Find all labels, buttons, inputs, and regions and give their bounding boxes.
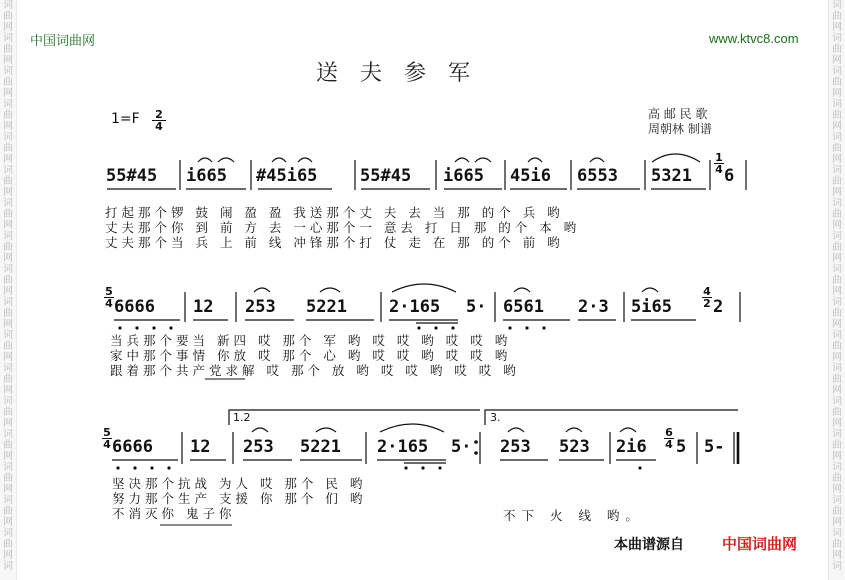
watermark-char: 网 bbox=[832, 451, 842, 462]
watermark-char: 网 bbox=[3, 286, 13, 297]
watermark-char: 曲 bbox=[3, 11, 13, 22]
watermark-char: 词 bbox=[832, 297, 842, 308]
row1-measure-1: 55#45 bbox=[106, 166, 158, 186]
source-label: 本曲谱源自 bbox=[614, 537, 684, 553]
row1-measure-4: 55#45 bbox=[360, 166, 412, 186]
row1-lyric-verse3: 丈夫那个当 兵 上 前 线 冲锋那个打 仗 走 在 那 的个 前 哟 bbox=[105, 235, 564, 250]
watermark-char: 词 bbox=[832, 561, 842, 572]
watermark-char: 词 bbox=[3, 396, 13, 407]
watermark-char: 网 bbox=[3, 517, 13, 528]
watermark-char: 词 bbox=[3, 264, 13, 275]
watermark-char: 曲 bbox=[3, 308, 13, 319]
watermark-char: 词 bbox=[832, 528, 842, 539]
watermark-char: 网 bbox=[3, 55, 13, 66]
watermark-char: 曲 bbox=[832, 242, 842, 253]
watermark-char: 词 bbox=[832, 231, 842, 242]
watermark-char: 曲 bbox=[832, 374, 842, 385]
watermark-char: 网 bbox=[3, 385, 13, 396]
watermark-char: 曲 bbox=[832, 143, 842, 154]
row3-measure-1: 6666 bbox=[112, 437, 153, 457]
row2-lyric-verse1: 当兵那个要当 新四 哎 那个 军 哟 哎 哎 哟 哎 哎 哟 bbox=[110, 333, 512, 348]
watermark-char: 网 bbox=[832, 121, 842, 132]
row2-measure-5: 2·165 bbox=[389, 297, 441, 317]
row3-measure-9: 2i6 bbox=[616, 437, 647, 457]
time-signature: $\frac{2}{4}$ bbox=[152, 109, 166, 132]
watermark-char: 曲 bbox=[832, 341, 842, 352]
watermark-char: 网 bbox=[3, 451, 13, 462]
watermark-char: 词 bbox=[3, 495, 13, 506]
watermark-char: 词 bbox=[3, 33, 13, 44]
credit-genre: 高 邮 民 歌 bbox=[648, 107, 708, 121]
watermark-char: 曲 bbox=[832, 176, 842, 187]
watermark-char: 网 bbox=[3, 22, 13, 33]
row3-measure-2: 12 bbox=[190, 437, 211, 457]
watermark-char: 词 bbox=[832, 495, 842, 506]
row1-measure-7: 6553 bbox=[577, 166, 618, 186]
watermark-char: 曲 bbox=[3, 440, 13, 451]
row2-lyric-verse3: 跟着那个共产党求解 哎 那个 放 哟 哎 哎 哟 哎 哎 哟 bbox=[110, 363, 520, 378]
watermark-char: 词 bbox=[3, 462, 13, 473]
watermark-char: 曲 bbox=[832, 275, 842, 286]
row3-lyric-verse1: 坚决那个抗战 为人 哎 那个 民 哟 bbox=[112, 476, 367, 491]
watermark-char: 词 bbox=[832, 165, 842, 176]
row2-measure-7: 6561 bbox=[503, 297, 544, 317]
watermark-char: 词 bbox=[3, 528, 13, 539]
watermark-char: 曲 bbox=[832, 11, 842, 22]
watermark-char: 曲 bbox=[3, 341, 13, 352]
watermark-char: 网 bbox=[832, 22, 842, 33]
watermark-char: 网 bbox=[832, 220, 842, 231]
watermark-char: 词 bbox=[832, 462, 842, 473]
watermark-char: 网 bbox=[832, 319, 842, 330]
watermark-char: 网 bbox=[3, 121, 13, 132]
watermark-char: 词 bbox=[3, 99, 13, 110]
row1-lyric-verse2: 丈夫那个你 到 前 方 去 一心那个一 意去 打 日 那 的个 本 哟 bbox=[105, 220, 581, 235]
row2-measure-2: 12 bbox=[193, 297, 214, 317]
watermark-char: 网 bbox=[832, 352, 842, 363]
row2-measure-3: 253 bbox=[245, 297, 276, 317]
watermark-char: 网 bbox=[832, 484, 842, 495]
watermark-char: 曲 bbox=[3, 506, 13, 517]
watermark-char: 词 bbox=[3, 429, 13, 440]
watermark-char: 网 bbox=[3, 550, 13, 561]
watermark-char: 词 bbox=[3, 66, 13, 77]
watermark-char: 词 bbox=[832, 198, 842, 209]
row3-measure-6: 5· bbox=[451, 437, 472, 457]
watermark-char: 词 bbox=[832, 363, 842, 374]
watermark-char: 曲 bbox=[3, 209, 13, 220]
watermark-char: 词 bbox=[832, 99, 842, 110]
row3-measure-4: 5221 bbox=[300, 437, 341, 457]
song-title: 送夫参军 bbox=[316, 61, 493, 86]
watermark-char: 曲 bbox=[832, 506, 842, 517]
watermark-char: 网 bbox=[832, 88, 842, 99]
row2-measure-9: 5i65 bbox=[631, 297, 672, 317]
watermark-char: 网 bbox=[832, 55, 842, 66]
watermark-char: 曲 bbox=[3, 407, 13, 418]
site-url-right[interactable]: www.ktvc8.com bbox=[709, 31, 799, 46]
row1-measure-6: 45i6 bbox=[510, 166, 551, 186]
row3-time-change-mid: $\frac{6}{4}$ bbox=[665, 426, 673, 451]
row3-measure-3: 253 bbox=[243, 437, 274, 457]
row2-measure-4: 5221 bbox=[306, 297, 347, 317]
row1-measure-9: 6 bbox=[724, 166, 735, 186]
watermark-char: 网 bbox=[3, 352, 13, 363]
row1-measure-2: i665 bbox=[186, 166, 227, 186]
watermark-char: 网 bbox=[3, 154, 13, 165]
row2-time-change-end: $\frac{4}{2}$ bbox=[703, 285, 711, 310]
row2-measure-8: 2·3 bbox=[578, 297, 609, 317]
watermark-char: 曲 bbox=[832, 440, 842, 451]
site-name-left[interactable]: 中国词曲网 bbox=[30, 33, 96, 48]
row2-measure-6: 5· bbox=[466, 297, 487, 317]
row3-ending-lyric: 不下 火 线 哟。 bbox=[503, 508, 644, 523]
row3-lyric-verse2: 努力那个生产 支援 你 那个 们 哟 bbox=[112, 491, 367, 506]
row3-lyric-verse3: 不消灭你 鬼子你 bbox=[112, 506, 236, 521]
watermark-char: 网 bbox=[832, 550, 842, 561]
row3-time-change-start: $\frac{5}{4}$ bbox=[103, 426, 111, 451]
watermark-char: 词 bbox=[832, 33, 842, 44]
watermark-char: 曲 bbox=[832, 473, 842, 484]
row1-measure-8: 5321 bbox=[651, 166, 692, 186]
row1-measure-5: i665 bbox=[443, 166, 484, 186]
row1-measure-3: #45i65 bbox=[256, 166, 318, 186]
watermark-char: 词 bbox=[3, 198, 13, 209]
watermark-char: 网 bbox=[832, 385, 842, 396]
watermark-char: 网 bbox=[832, 187, 842, 198]
watermark-char: 词 bbox=[3, 330, 13, 341]
watermark-char: 曲 bbox=[3, 539, 13, 550]
credit-arranger: 周朝林 制谱 bbox=[648, 122, 712, 136]
watermark-char: 网 bbox=[832, 517, 842, 528]
watermark-char: 曲 bbox=[3, 275, 13, 286]
watermark-char: 词 bbox=[3, 0, 13, 11]
row2-time-change-start: $\frac{5}{4}$ bbox=[105, 285, 113, 310]
row2-lyric-verse2: 家中那个事情 你放 哎 那个 心 哟 哎 哎 哟 哎 哎 哟 bbox=[110, 348, 512, 363]
watermark-char: 词 bbox=[832, 132, 842, 143]
watermark-char: 曲 bbox=[3, 77, 13, 88]
row1-time-change: $\frac{1}{4}$ bbox=[715, 151, 723, 176]
watermark-char: 网 bbox=[3, 88, 13, 99]
watermark-char: 网 bbox=[3, 484, 13, 495]
watermark-char: 网 bbox=[3, 220, 13, 231]
watermark-char: 曲 bbox=[3, 143, 13, 154]
watermark-char: 曲 bbox=[3, 242, 13, 253]
row3-measure-5: 2·165 bbox=[377, 437, 429, 457]
row1-lyric-verse1: 打起那个锣 鼓 闹 盈 盈 我送那个丈 夫 去 当 那 的个 兵 哟 bbox=[105, 205, 564, 220]
row2-measure-10: 2 bbox=[713, 297, 724, 317]
watermark-char: 网 bbox=[832, 154, 842, 165]
key-signature: 1=F bbox=[111, 111, 140, 127]
watermark-char: 词 bbox=[832, 396, 842, 407]
watermark-char: 词 bbox=[3, 363, 13, 374]
source-site-link[interactable]: 中国词曲网 bbox=[722, 535, 798, 553]
watermark-char: 曲 bbox=[832, 44, 842, 55]
watermark-char: 词 bbox=[832, 66, 842, 77]
watermark-char: 曲 bbox=[832, 209, 842, 220]
watermark-char: 曲 bbox=[3, 110, 13, 121]
row3-measure-11: 5- bbox=[704, 437, 725, 457]
row2-measure-1: 6666 bbox=[114, 297, 155, 317]
watermark-char: 词 bbox=[832, 429, 842, 440]
watermark-char: 曲 bbox=[832, 110, 842, 121]
watermark-char: 网 bbox=[832, 253, 842, 264]
row3-measure-8: 523 bbox=[559, 437, 590, 457]
row3-measure-7: 253 bbox=[500, 437, 531, 457]
watermark-char: 词 bbox=[3, 561, 13, 572]
watermark-char: 网 bbox=[3, 253, 13, 264]
watermark-char: 网 bbox=[832, 286, 842, 297]
watermark-char: 词 bbox=[832, 330, 842, 341]
watermark-char: 网 bbox=[832, 418, 842, 429]
watermark-char: 词 bbox=[3, 297, 13, 308]
watermark-char: 曲 bbox=[3, 44, 13, 55]
volta-2-label: 3. bbox=[490, 411, 501, 424]
row3-measure-10: 5 bbox=[676, 437, 687, 457]
watermark-char: 词 bbox=[3, 132, 13, 143]
watermark-char: 曲 bbox=[3, 374, 13, 385]
watermark-char: 曲 bbox=[3, 176, 13, 187]
watermark-char: 词 bbox=[832, 264, 842, 275]
watermark-char: 曲 bbox=[832, 308, 842, 319]
watermark-char: 曲 bbox=[832, 539, 842, 550]
watermark-char: 网 bbox=[3, 319, 13, 330]
watermark-char: 曲 bbox=[3, 473, 13, 484]
watermark-char: 词 bbox=[3, 165, 13, 176]
watermark-char: 网 bbox=[3, 418, 13, 429]
watermark-char: 曲 bbox=[832, 77, 842, 88]
volta-1-label: 1.2 bbox=[233, 411, 251, 424]
watermark-char: 曲 bbox=[832, 407, 842, 418]
watermark-char: 词 bbox=[832, 0, 842, 11]
watermark-char: 网 bbox=[3, 187, 13, 198]
watermark-char: 词 bbox=[3, 231, 13, 242]
